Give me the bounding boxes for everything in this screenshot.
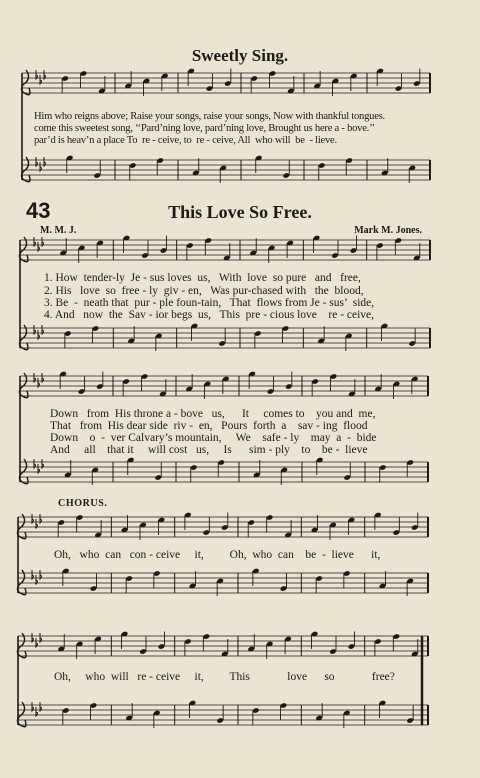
composer-credit: Mark M. Jones. (354, 225, 422, 236)
top-verse-line-1: Him who reigns above; Raise your songs, raise your songs, Now with thankful tongues. (34, 111, 385, 122)
hymn-title-this-love-so-free: This Love So Free. (168, 202, 312, 222)
verse-line-4a: 4. And now the Sav - ior begs us, This pre - cious love re - ceive, (44, 309, 375, 321)
hymn-number: 43 (26, 198, 51, 223)
top-verse-line-2: come this sweetest song, ‘‘Pard’ning love, pard’ning love, Brought us here a - bove.’’ (34, 123, 375, 134)
hymn-title-sweetly-sing: Sweetly Sing. (191, 46, 289, 65)
verse-line-3b: Down o - ver Calvary’s mountain, We safe - ly may a - bide (50, 432, 377, 444)
verse-line-2a: 2. His love so free - ly giv - en, Was pur-chased with the blood, (44, 285, 364, 297)
verse-line-3a: 3. Be - neath that pur - ple foun-tain, That flows from Je - sus’ side, (44, 297, 375, 309)
chorus-label: CHORUS. (58, 498, 108, 509)
chorus-line-2: Oh, who will re - ceive it, This love so free? (54, 671, 395, 683)
verse-line-4b: And all that it will cost us, Is sim - ply to be - lieve (50, 444, 368, 456)
top-verse-line-3: par’d is heav’n a place To re - ceive, to re - ceive, All who will be - lieve. (34, 135, 337, 146)
lyricist-credit: M. M. J. (40, 225, 77, 236)
chorus-line-1: Oh, who can con - ceive it, Oh, who can be - lieve it, (54, 549, 381, 561)
verse-line-1b: Down from His throne a - bove us, It comes to you and me, (50, 408, 376, 420)
verse-line-1a: 1. How tender-ly Je - sus loves us, With love so pure and free, (44, 272, 361, 284)
verse-line-2b: That from His dear side riv - en, Pours forth a sav - ing flood (50, 420, 368, 432)
